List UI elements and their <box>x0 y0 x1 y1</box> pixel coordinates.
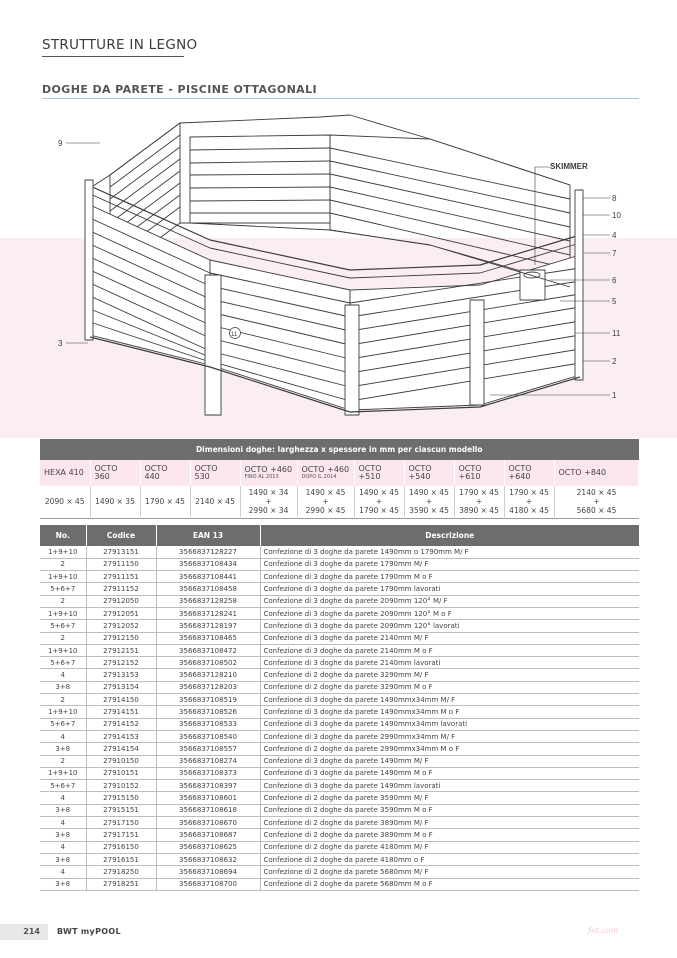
row-descrizione: Confezione di 2 doghe da parete 3890mm M/ F <box>260 817 639 829</box>
row-ean: 3566837108557 <box>156 743 260 755</box>
row-descrizione: Confezione di 3 doghe da parete 2140mm M o F <box>260 644 639 656</box>
model-size: +640 <box>508 472 531 481</box>
model-name: OCTO <box>508 463 532 473</box>
model-name: OCTO <box>94 463 118 473</box>
table-row <box>40 817 639 829</box>
row-no: 3+8 <box>40 681 86 693</box>
model-note: DOPO IL 2014 <box>301 474 337 481</box>
row-descrizione: Confezione di 3 doghe da parete 2090mm 120° M o F <box>260 607 639 619</box>
row-codice: 27917150 <box>86 817 156 829</box>
row-descrizione: Confezione di 3 doghe da parete 2090mm 120° M/ F <box>260 595 639 607</box>
row-no: 5+6+7 <box>40 780 86 792</box>
model-name: OCTO <box>458 463 482 473</box>
row-ean: 3566837108533 <box>156 718 260 730</box>
dimension-value: 1490 × 34 + 2990 × 34 <box>240 486 297 518</box>
dimensions-header-cell: Dimensioni doghe: larghezza x spessore in mm per ciascun modello <box>40 439 639 460</box>
row-ean: 3566837128210 <box>156 669 260 681</box>
table-row <box>40 853 639 865</box>
row-codice: 27915150 <box>86 792 156 804</box>
section-title-underline <box>42 56 184 57</box>
row-ean: 3566837128241 <box>156 607 260 619</box>
row-codice: 27910151 <box>86 767 156 779</box>
back-right-wall <box>330 135 570 285</box>
row-ean: 3566837128197 <box>156 620 260 632</box>
table-row <box>40 780 639 792</box>
row-codice: 27911150 <box>86 558 156 570</box>
dimensions-table-header <box>40 439 639 460</box>
model-name: OCTO <box>408 463 432 473</box>
model-cell <box>297 460 354 486</box>
table-row <box>40 571 639 583</box>
row-no: 1+9+10 <box>40 571 86 583</box>
row-descrizione: Confezione di 3 doghe da parete 1490mmx34mm lavorati <box>260 718 639 730</box>
row-no: 4 <box>40 792 86 804</box>
table-row <box>40 546 639 558</box>
callout-4: 4 <box>612 231 617 240</box>
model-name: OCTO <box>194 463 218 473</box>
dimensions-models-row <box>40 460 639 486</box>
row-no: 3+8 <box>40 804 86 816</box>
row-descrizione: Confezione di 3 doghe da parete 1490mm M o F <box>260 767 639 779</box>
row-descrizione: Confezione di 2 doghe da parete 3290mm M/ F <box>260 669 639 681</box>
row-ean: 3566837108687 <box>156 829 260 841</box>
row-codice: 27914152 <box>86 718 156 730</box>
row-descrizione: Confezione di 3 doghe da parete 1490mmx34mm M o F <box>260 706 639 718</box>
row-ean: 3566837108472 <box>156 644 260 656</box>
model-cell <box>40 460 90 486</box>
table-row <box>40 767 639 779</box>
row-ean: 3566837108397 <box>156 780 260 792</box>
row-no: 3+8 <box>40 878 86 890</box>
row-ean: 3566837128227 <box>156 546 260 558</box>
row-descrizione: Confezione di 3 doghe da parete 1490mm o 1790mm M/ F <box>260 546 639 558</box>
row-no: 5+6+7 <box>40 718 86 730</box>
row-descrizione: Confezione di 2 doghe da parete 3890mm M o F <box>260 829 639 841</box>
row-codice: 27918250 <box>86 866 156 878</box>
table-row <box>40 755 639 767</box>
row-no: 3+8 <box>40 829 86 841</box>
row-codice: 27916150 <box>86 841 156 853</box>
dimension-value: 1490 × 45 + 1790 × 45 <box>354 486 404 518</box>
column-header-codice: Codice <box>86 525 156 546</box>
row-descrizione: Confezione di 3 doghe da parete 2140mm M/ F <box>260 632 639 644</box>
row-ean: 3566837108632 <box>156 853 260 865</box>
dimension-value: 1790 × 45 <box>140 486 190 518</box>
row-descrizione: Confezione di 2 doghe da parete 5680mm M/ F <box>260 866 639 878</box>
table-row <box>40 706 639 718</box>
model-name: OCTO +460 <box>244 464 293 474</box>
column-header-ean: EAN 13 <box>156 525 260 546</box>
dimension-value: 2090 × 45 <box>40 486 90 518</box>
model-name: OCTO <box>358 463 382 473</box>
row-no: 2 <box>40 595 86 607</box>
table-row <box>40 829 639 841</box>
row-codice: 27915151 <box>86 804 156 816</box>
row-ean: 3566837108618 <box>156 804 260 816</box>
table-row <box>40 607 639 619</box>
callout-11: 11 <box>612 329 621 338</box>
row-codice: 27914154 <box>86 743 156 755</box>
table-row <box>40 632 639 644</box>
row-codice: 27917151 <box>86 829 156 841</box>
row-no: 1+9+10 <box>40 607 86 619</box>
pool-structure-diagram <box>40 105 640 435</box>
row-codice: 27912052 <box>86 620 156 632</box>
row-no: 2 <box>40 694 86 706</box>
row-codice: 27913153 <box>86 669 156 681</box>
row-no: 1+9+10 <box>40 546 86 558</box>
row-no: 2 <box>40 755 86 767</box>
corner-post-front-left <box>205 275 221 415</box>
table-row <box>40 657 639 669</box>
model-size: +610 <box>458 472 481 481</box>
row-no: 3+8 <box>40 743 86 755</box>
row-ean: 3566837108694 <box>156 866 260 878</box>
skimmer-label: SKIMMER <box>550 162 588 171</box>
row-ean: 3566837108502 <box>156 657 260 669</box>
row-ean: 3566837128203 <box>156 681 260 693</box>
callout-2: 2 <box>612 357 617 366</box>
row-no: 5+6+7 <box>40 620 86 632</box>
row-codice: 27916151 <box>86 853 156 865</box>
row-ean: 3566837108519 <box>156 694 260 706</box>
row-descrizione: Confezione di 2 doghe da parete 3590mm M/ F <box>260 792 639 804</box>
table-row <box>40 644 639 656</box>
row-descrizione: Confezione di 3 doghe da parete 2090mm 120° lavorati <box>260 620 639 632</box>
row-codice: 27912151 <box>86 644 156 656</box>
table-row <box>40 595 639 607</box>
model-cell <box>404 460 454 486</box>
footer-brand: BWT myPOOL <box>57 927 121 936</box>
row-no: 4 <box>40 841 86 853</box>
callout-10: 10 <box>612 211 621 220</box>
column-header-no: No. <box>40 525 86 546</box>
model-name: HEXA 410 <box>44 467 84 477</box>
row-ean: 3566837108526 <box>156 706 260 718</box>
model-cell <box>454 460 504 486</box>
products-table-body <box>40 546 639 890</box>
dimensions-values-row <box>40 486 639 518</box>
row-codice: 27911152 <box>86 583 156 595</box>
row-ean: 3566837108373 <box>156 767 260 779</box>
row-no: 2 <box>40 558 86 570</box>
dimension-value: 1790 × 45 + 4180 × 45 <box>504 486 554 518</box>
callout-1: 1 <box>612 391 617 400</box>
page-subtitle: DOGHE DA PARETE - PISCINE OTTAGONALI <box>42 83 317 96</box>
row-no: 4 <box>40 669 86 681</box>
row-ean: 3566837108274 <box>156 755 260 767</box>
row-descrizione: Confezione di 2 doghe da parete 4180mm o F <box>260 853 639 865</box>
row-ean: 3566837108625 <box>156 841 260 853</box>
table-row <box>40 866 639 878</box>
callout-9: 9 <box>58 139 63 148</box>
row-ean: 3566837108458 <box>156 583 260 595</box>
row-ean: 3566837128258 <box>156 595 260 607</box>
row-no: 1+9+10 <box>40 706 86 718</box>
row-descrizione: Confezione di 3 doghe da parete 1790mm M o F <box>260 571 639 583</box>
row-no: 2 <box>40 632 86 644</box>
row-descrizione: Confezione di 3 doghe da parete 1490mm lavorati <box>260 780 639 792</box>
dimension-value: 1490 × 35 <box>90 486 140 518</box>
subtitle-divider <box>42 98 639 99</box>
model-cell <box>354 460 404 486</box>
row-ean: 3566837108700 <box>156 878 260 890</box>
row-descrizione: Confezione di 2 doghe da parete 3590mm M o F <box>260 804 639 816</box>
row-codice: 27912051 <box>86 607 156 619</box>
model-size: 360 <box>94 472 110 481</box>
row-ean: 3566837108540 <box>156 730 260 742</box>
row-ean: 3566837108465 <box>156 632 260 644</box>
table-row <box>40 681 639 693</box>
row-descrizione: Confezione di 2 doghe da parete 2990mmx34mm M o F <box>260 743 639 755</box>
row-ean: 3566837108441 <box>156 571 260 583</box>
back-middle-wall <box>190 135 330 223</box>
callout-3: 3 <box>58 339 63 348</box>
row-ean: 3566837108434 <box>156 558 260 570</box>
callout-8: 8 <box>612 194 617 203</box>
row-no: 4 <box>40 730 86 742</box>
row-descrizione: Confezione di 2 doghe da parete 4180mm M/ F <box>260 841 639 853</box>
callout-5: 5 <box>612 297 617 306</box>
model-cell <box>554 460 639 486</box>
table-row <box>40 718 639 730</box>
row-codice: 27911151 <box>86 571 156 583</box>
model-size: +510 <box>358 472 381 481</box>
callout-11-inline: 11 <box>231 332 238 338</box>
table-row <box>40 804 639 816</box>
row-codice: 27913154 <box>86 681 156 693</box>
model-note: FINO AL 2013 <box>244 474 279 481</box>
row-no: 4 <box>40 866 86 878</box>
dimension-value: 2140 × 45 + 5680 × 45 <box>576 488 617 516</box>
table-row <box>40 669 639 681</box>
products-table-header <box>40 525 639 546</box>
products-table <box>40 525 639 891</box>
model-cell <box>140 460 190 486</box>
callout-6: 6 <box>612 276 617 285</box>
row-no: 3+8 <box>40 853 86 865</box>
model-size: 440 <box>144 472 160 481</box>
table-row <box>40 583 639 595</box>
row-descrizione: Confezione di 2 doghe da parete 5680mm M o F <box>260 878 639 890</box>
table-row <box>40 558 639 570</box>
row-ean: 3566837108670 <box>156 817 260 829</box>
row-codice: 27910152 <box>86 780 156 792</box>
row-descrizione: Confezione di 3 doghe da parete 1790mm M/ F <box>260 558 639 570</box>
row-codice: 27910150 <box>86 755 156 767</box>
dimensions-table <box>40 439 639 519</box>
model-cell <box>240 460 297 486</box>
row-descrizione: Confezione di 3 doghe da parete 1490mmx34mm M/ F <box>260 694 639 706</box>
model-cell <box>90 460 140 486</box>
row-descrizione: Confezione di 3 doghe da parete 1490mm M/ F <box>260 755 639 767</box>
row-no: 1+9+10 <box>40 767 86 779</box>
row-no: 4 <box>40 817 86 829</box>
table-row <box>40 694 639 706</box>
table-row <box>40 743 639 755</box>
model-size: +540 <box>408 472 431 481</box>
dimension-value: 1790 × 45 + 3890 × 45 <box>454 486 504 518</box>
row-codice: 27912152 <box>86 657 156 669</box>
row-codice: 27914150 <box>86 694 156 706</box>
model-name: OCTO +840 <box>558 467 607 477</box>
row-codice: 27912050 <box>86 595 156 607</box>
row-codice: 27913151 <box>86 546 156 558</box>
model-name: OCTO +460 <box>301 464 350 474</box>
callout-7: 7 <box>612 249 617 258</box>
table-row <box>40 730 639 742</box>
model-name: OCTO <box>144 463 168 473</box>
row-descrizione: Confezione di 3 doghe da parete 1790mm lavorati <box>260 583 639 595</box>
table-row <box>40 620 639 632</box>
model-cell <box>504 460 554 486</box>
row-ean: 3566837108601 <box>156 792 260 804</box>
row-descrizione: Confezione di 3 doghe da parete 2990mmx34mm M/ F <box>260 730 639 742</box>
row-codice: 27914151 <box>86 706 156 718</box>
row-descrizione: Confezione di 3 doghe da parete 2140mm lavorati <box>260 657 639 669</box>
dimension-value: 1490 × 45 + 2990 × 45 <box>297 486 354 518</box>
model-cell <box>190 460 240 486</box>
table-row <box>40 792 639 804</box>
row-codice: 27918251 <box>86 878 156 890</box>
table-row <box>40 841 639 853</box>
dimension-value: 2140 × 45 <box>190 486 240 518</box>
row-no: 5+6+7 <box>40 583 86 595</box>
section-title: STRUTTURE IN LEGNO <box>42 37 198 53</box>
column-header-descrizione: Descrizione <box>260 525 639 546</box>
row-codice: 27914153 <box>86 730 156 742</box>
table-row <box>40 878 639 890</box>
page-number: 214 <box>0 924 48 940</box>
footer-watermark: fet.com <box>588 926 619 935</box>
row-no: 1+9+10 <box>40 644 86 656</box>
row-codice: 27912150 <box>86 632 156 644</box>
model-size: 530 <box>194 472 210 481</box>
row-descrizione: Confezione di 2 doghe da parete 3290mm M o F <box>260 681 639 693</box>
dimension-value: 1490 × 45 + 3590 × 45 <box>404 486 454 518</box>
row-no: 5+6+7 <box>40 657 86 669</box>
